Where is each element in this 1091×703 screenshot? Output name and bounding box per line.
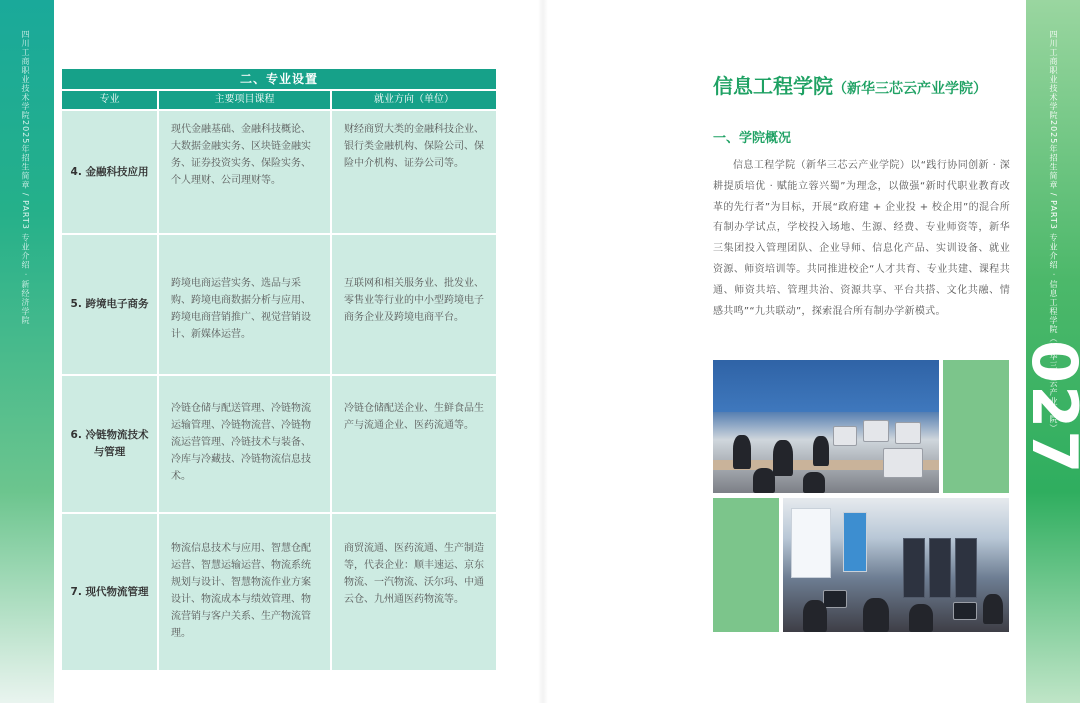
college-name: 信息工程学院 [713, 74, 833, 98]
person [803, 600, 827, 632]
jobs-cell: 冷链仓储配送企业、生鲜食品生产与流通企业、医药流通等。 [332, 376, 496, 512]
jobs-cell: 商贸流通、医药流通、生产制造等，代表企业：顺丰速运、京东物流、一汽物流、沃尔玛、中通云仓、九州通医药物流等。 [332, 514, 496, 670]
section-heading: 一、学院概况 [713, 131, 792, 146]
monitor [895, 422, 921, 444]
table-row [62, 235, 496, 374]
header-major: 专业 [62, 91, 157, 109]
monitor [953, 602, 977, 620]
major-cell: 5. 跨境电子商务 [62, 235, 157, 374]
courses-cell: 现代金融基础、金融科技概论、大数据金融实务、区块链金融实务、证券投资实务、保险实务、个人理财、公司理财等。 [159, 111, 330, 233]
monitor [883, 448, 923, 478]
college-subtitle: （新华三芯云产业学院） [833, 81, 987, 97]
courses-cell: 冷链仓储与配送管理、冷链物流运输管理、冷链物流营、冷链物流运营管理、冷链技术与装备、冷库与冷藏技、冷链物流信息技术。 [159, 376, 330, 512]
accent-square [943, 360, 1009, 493]
window [791, 508, 831, 578]
person [983, 594, 1003, 624]
table-row [62, 376, 496, 512]
person [863, 598, 889, 632]
major-cell: 7. 现代物流管理 [62, 514, 157, 670]
person [909, 604, 933, 632]
table-title: 二、专业设置 [62, 69, 496, 89]
jobs-cell: 财经商贸大类的金融科技企业、银行类金融机构、保险公司、保险中介机构、证券公司等。 [332, 111, 496, 233]
person [773, 440, 793, 476]
table-header-row [62, 91, 496, 109]
table-row [62, 514, 496, 670]
left-running-header: 四川工商职业技术学院2025年招生简章 / PART3 专业介绍 · 新经济学院 [21, 30, 30, 326]
server-rack [903, 538, 925, 598]
page-number: 027 [1018, 340, 1091, 476]
college-title [713, 70, 987, 99]
person [733, 435, 751, 469]
right-running-header: 四川工商职业技术学院2025年招生简章 / PART3 专业介绍 · 信息工程学院（新华三芯云产业学院） [1049, 30, 1058, 434]
person [813, 436, 829, 466]
college-overview-text: 信息工程学院（新华三芯云产业学院）以“践行协同创新 · 深耕提质培优 · 赋能立蓉兴蜀”为理念，以做强“新时代职业教育改革的先行者”为目标，开展“政府建 + 企业投 + 校企用”的混合所有制办学试点，学校投入场地、生源、经费、专业师资等，新华三集团投入管理团队、企业导师、信息化产品、实训设备、就业资源、师资培训等。共同推进校企“人才共育、专业共建、课程共通、师资共培、管理共治、资源共享、平台共搭、文化共融、情感共鸣”“九共联动”，探索混合所有制办学新模式。 [713, 160, 1010, 317]
jobs-cell: 互联网和相关服务业、批发业、零售业等行业的中小型跨境电子商务企业及跨境电商平台。 [332, 235, 496, 374]
server-lab-photo [783, 498, 1009, 632]
monitor [833, 426, 857, 446]
computer-lab-photo [713, 360, 939, 493]
server-rack [929, 538, 951, 598]
header-courses: 主要项目课程 [159, 91, 330, 109]
curtain [843, 512, 867, 572]
chair [803, 472, 825, 493]
major-table [62, 69, 496, 672]
book-spine [538, 0, 548, 703]
server-rack [955, 538, 977, 598]
major-cell: 4. 金融科技应用 [62, 111, 157, 233]
courses-cell: 物流信息技术与应用、智慧仓配运营、智慧运输运营、物流系统规划与设计、智慧物流作业方案设计、物流成本与绩效管理、物流营销与客户关系、生产物流管理。 [159, 514, 330, 670]
courses-cell: 跨境电商运营实务、选品与采购、跨境电商数据分析与应用、跨境电商营销推广、视觉营销设计、新媒体运营。 [159, 235, 330, 374]
accent-square [713, 498, 779, 632]
major-cell: 6. 冷链物流技术与管理 [62, 376, 157, 512]
header-jobs: 就业方向（单位） [332, 91, 496, 109]
table-row [62, 111, 496, 233]
monitor [863, 420, 889, 442]
window-blinds [713, 360, 939, 412]
monitor [823, 590, 847, 608]
chair [753, 468, 775, 493]
